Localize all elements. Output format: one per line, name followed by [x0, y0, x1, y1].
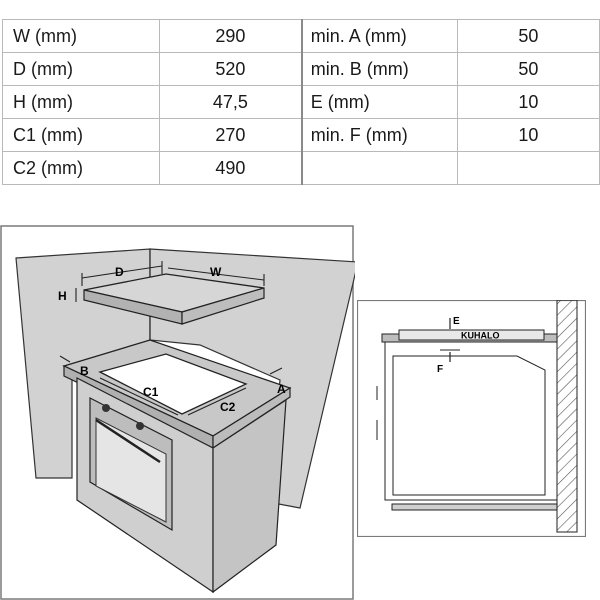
label-h: H (mm): [3, 86, 160, 119]
shelf-section: [392, 504, 557, 510]
dimensions-table: [2, 19, 600, 185]
label-min-b: min. B (mm): [302, 53, 457, 86]
value-min-a: 50: [457, 20, 599, 53]
wall-hatch: [557, 300, 577, 532]
label-e-right: E: [453, 316, 460, 327]
label-kuhalo: KUHALO: [461, 330, 500, 341]
table-row: [3, 20, 600, 53]
empty-cell: [302, 152, 457, 185]
value-c2: 490: [159, 152, 301, 185]
label-min-f: min. F (mm): [302, 119, 457, 152]
empty-cell: [457, 152, 599, 185]
label-w-left: W: [210, 265, 222, 279]
label-c1: C1 (mm): [3, 119, 160, 152]
installation-corner-diagram: [0, 225, 355, 600]
label-c2: C2 (mm): [3, 152, 160, 185]
label-d: D (mm): [3, 53, 160, 86]
table-row: [3, 119, 600, 152]
label-w: W (mm): [3, 20, 160, 53]
table-row: [3, 86, 600, 119]
table-row: [3, 152, 600, 185]
value-c1: 270: [159, 119, 301, 152]
label-c1-left: C1: [143, 385, 159, 399]
oven-knob: [102, 404, 110, 412]
value-w: 290: [159, 20, 301, 53]
section-view-diagram: [357, 300, 586, 537]
label-h-left: H: [58, 289, 67, 303]
label-min-a: min. A (mm): [302, 20, 457, 53]
label-a-left: A: [277, 382, 286, 396]
value-min-f: 10: [457, 119, 599, 152]
value-min-b: 50: [457, 53, 599, 86]
label-d-left: D: [115, 265, 124, 279]
label-e: E (mm): [302, 86, 457, 119]
oven-knob: [136, 422, 144, 430]
table-row: [3, 53, 600, 86]
label-b-left: B: [80, 364, 89, 378]
value-d: 520: [159, 53, 301, 86]
label-f-right: F: [437, 364, 444, 375]
value-e: 10: [457, 86, 599, 119]
value-h: 47,5: [159, 86, 301, 119]
label-c2-left: C2: [220, 400, 236, 414]
